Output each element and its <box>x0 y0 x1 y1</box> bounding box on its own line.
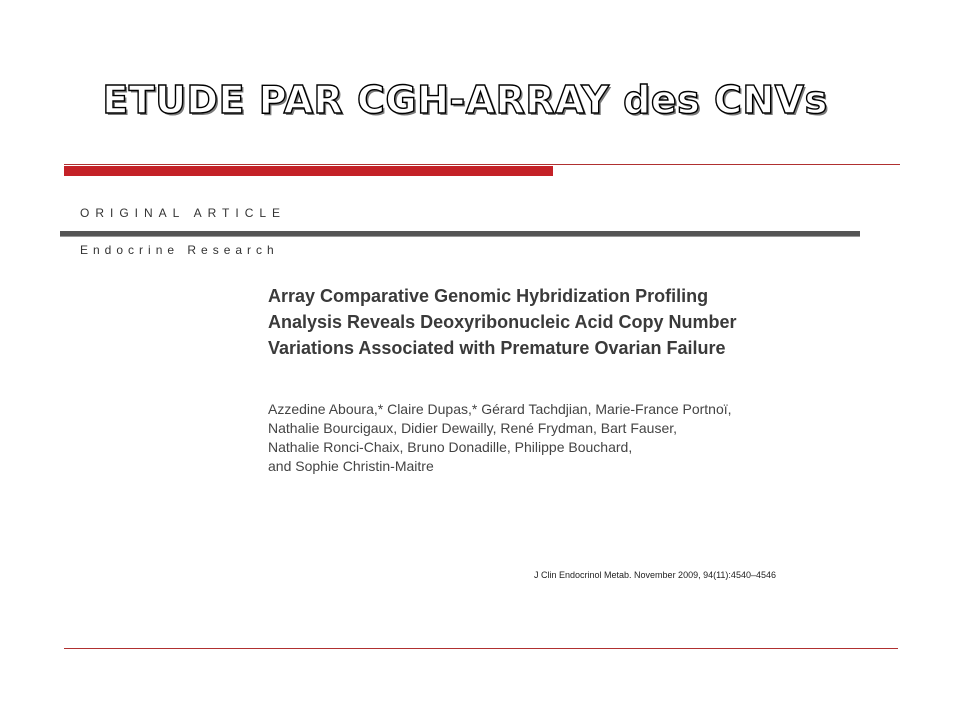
article-title-line: Array Comparative Genomic Hybridization Profiling <box>268 286 709 306</box>
article-authors <box>268 400 888 476</box>
journal-citation: J Clin Endocrinol Metab. November 2009, 94(11):4540–4546 <box>534 570 776 580</box>
author-line: Azzedine Aboura,* Claire Dupas,* Gérard Tachdjian, Marie-France Portnoï, <box>268 401 732 417</box>
article-title <box>268 283 888 361</box>
article-type-label: ORIGINAL ARTICLE <box>80 206 287 220</box>
article-title-line: Analysis Reveals Deoxyribonucleic Acid Copy Number <box>268 312 737 332</box>
author-line: and Sophie Christin-Maitre <box>268 458 434 474</box>
author-line: Nathalie Ronci-Chaix, Bruno Donadille, Philippe Bouchard, <box>268 439 633 455</box>
article-header-rule-thin <box>60 236 860 237</box>
top-red-bar <box>64 166 553 176</box>
article-title-line: Variations Associated with Premature Ovarian Failure <box>268 338 726 358</box>
slide-title: ETUDE PAR CGH-ARRAY des CNVs <box>102 78 828 122</box>
article-section-label: Endocrine Research <box>80 243 279 257</box>
author-line: Nathalie Bourcigaux, Didier Dewailly, René Frydman, Bart Fauser, <box>268 420 678 436</box>
bottom-rule <box>64 648 898 649</box>
top-thin-rule <box>64 164 900 165</box>
